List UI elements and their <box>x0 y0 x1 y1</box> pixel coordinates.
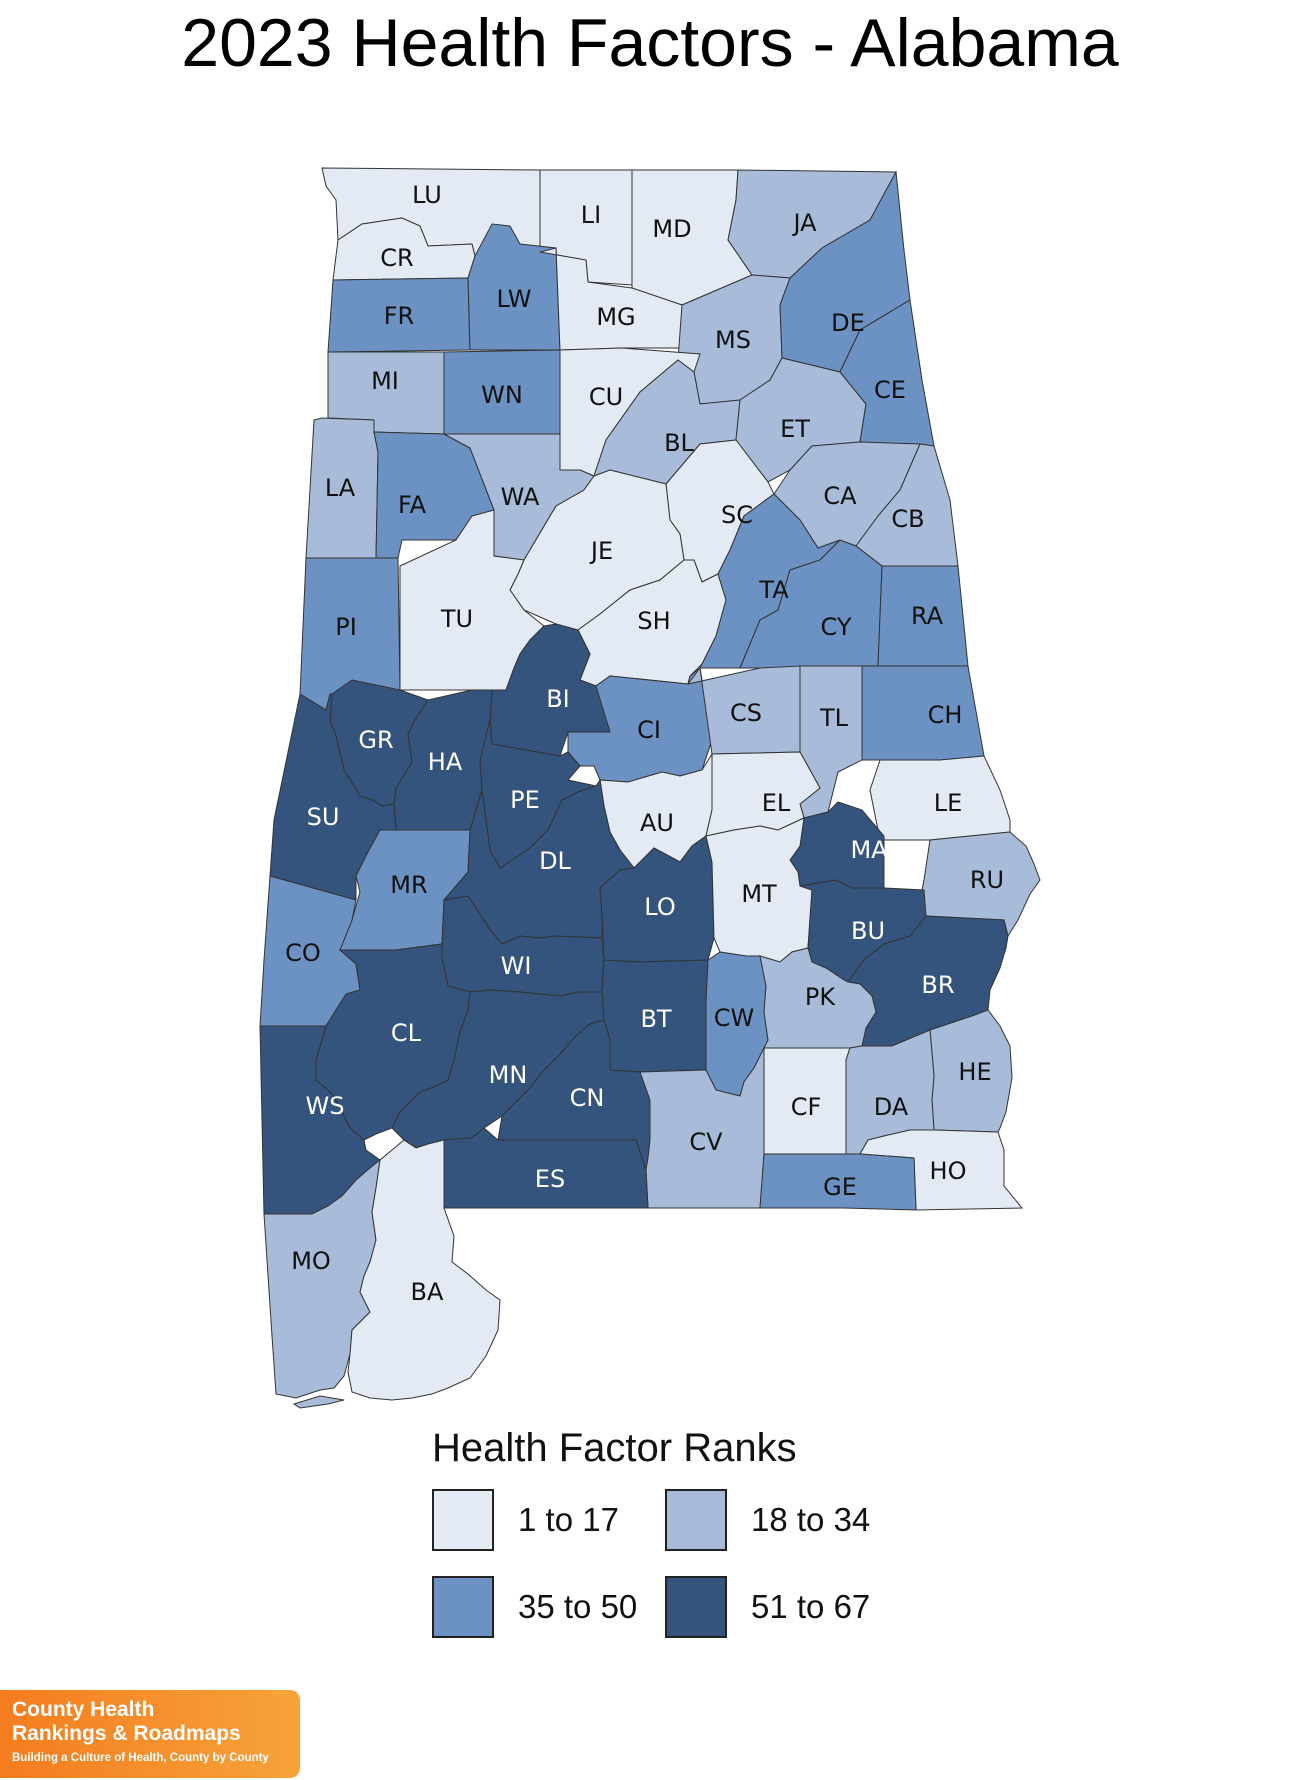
county-label-mo: MO <box>291 1247 331 1275</box>
county-label-cv: CV <box>689 1128 723 1156</box>
county-label-mt: MT <box>741 880 777 908</box>
legend-swatch <box>432 1576 494 1638</box>
county-label-su: SU <box>306 803 340 831</box>
county-label-cu: CU <box>588 383 624 411</box>
legend-item-18-34 <box>665 1487 870 1553</box>
county-label-wn: WN <box>481 381 523 409</box>
county-label-wa: WA <box>500 483 540 511</box>
county-label-ha: HA <box>427 748 463 776</box>
legend-swatch <box>665 1576 727 1638</box>
county-label-wi: WI <box>500 952 532 980</box>
county-label-pe: PE <box>510 786 540 814</box>
county-label-cr: CR <box>380 244 414 272</box>
county-label-ws: WS <box>305 1092 345 1120</box>
county-label-ch: CH <box>927 701 963 729</box>
legend-item-1-17 <box>432 1487 619 1553</box>
mobile-bay-outline <box>294 1396 344 1408</box>
county-label-bt: BT <box>640 1005 672 1033</box>
county-label-ja: JA <box>793 209 817 237</box>
county-label-ca: CA <box>823 482 857 510</box>
county-label-lu: LU <box>412 181 442 209</box>
county-label-ma: MA <box>850 836 888 864</box>
county-label-cf: CF <box>790 1093 822 1121</box>
county-label-ru: RU <box>969 866 1005 894</box>
county-label-md: MD <box>652 215 692 243</box>
county-label-ce: CE <box>874 376 906 404</box>
county-label-bi: BI <box>546 685 570 713</box>
county-label-pi: PI <box>335 613 357 641</box>
county-label-co: CO <box>285 939 321 967</box>
county-label-cb: CB <box>891 505 925 533</box>
county-label-dl: DL <box>539 847 571 875</box>
logo-tagline: Building a Culture of Health, County by County <box>12 1752 269 1764</box>
county-label-ho: HO <box>929 1157 967 1185</box>
county-label-et: ET <box>780 415 810 443</box>
map-title: 2023 Health Factors - Alabama <box>181 5 1119 81</box>
county-label-he: HE <box>958 1058 992 1086</box>
county-label-fa: FA <box>397 491 427 519</box>
logo-text: County Health Rankings & Roadmaps <box>12 1698 241 1745</box>
county-label-pk: PK <box>804 983 836 1011</box>
county-label-lw: LW <box>496 285 532 313</box>
county-label-la: LA <box>324 474 356 502</box>
county-label-tl: TL <box>819 704 849 732</box>
legend-label: 18 to 34 <box>751 1501 871 1538</box>
legend-label: 51 to 67 <box>751 1588 871 1625</box>
county-label-mr: MR <box>390 871 428 899</box>
county-label-da: DA <box>873 1093 909 1121</box>
legend-swatch <box>665 1489 727 1551</box>
county-label-mg: MG <box>596 303 636 331</box>
county-label-gr: GR <box>358 726 394 754</box>
county-label-je: JE <box>590 537 614 565</box>
county-label-tu: TU <box>440 605 474 633</box>
county-ch[interactable] <box>862 666 984 760</box>
county-label-au: AU <box>640 809 674 837</box>
legend-item-35-50 <box>432 1574 637 1640</box>
county-label-mi: MI <box>371 367 399 395</box>
county-label-ta: TA <box>759 576 789 604</box>
county-label-bl: BL <box>664 429 694 457</box>
county-label-cn: CN <box>569 1084 605 1112</box>
county-label-el: EL <box>761 789 791 817</box>
county-label-cy: CY <box>820 613 852 641</box>
county-label-fr: FR <box>383 302 415 330</box>
county-label-cl: CL <box>390 1019 422 1047</box>
legend-label: 1 to 17 <box>518 1501 619 1538</box>
legend-title: Health Factor Ranks <box>432 1426 797 1470</box>
county-label-cw: CW <box>713 1004 755 1032</box>
county-label-de: DE <box>831 309 865 337</box>
county-health-rankings-logo[interactable] <box>0 1690 300 1778</box>
county-label-ge: GE <box>823 1173 857 1201</box>
county-label-ci: CI <box>637 716 661 744</box>
legend-label: 35 to 50 <box>518 1588 638 1625</box>
county-label-bu: BU <box>850 917 886 945</box>
county-label-sh: SH <box>637 607 671 635</box>
legend-swatch <box>432 1489 494 1551</box>
county-label-lo: LO <box>644 893 676 921</box>
county-label-sc: SC <box>721 501 753 529</box>
county-label-mn: MN <box>488 1061 528 1089</box>
county-label-es: ES <box>534 1165 566 1193</box>
county-label-le: LE <box>933 789 963 817</box>
county-label-ra: RA <box>910 602 944 630</box>
county-label-ba: BA <box>410 1278 444 1306</box>
legend-item-51-67 <box>665 1574 870 1640</box>
county-label-br: BR <box>921 971 955 999</box>
county-label-ms: MS <box>715 326 751 354</box>
county-label-cs: CS <box>730 699 762 727</box>
county-label-li: LI <box>580 201 602 229</box>
